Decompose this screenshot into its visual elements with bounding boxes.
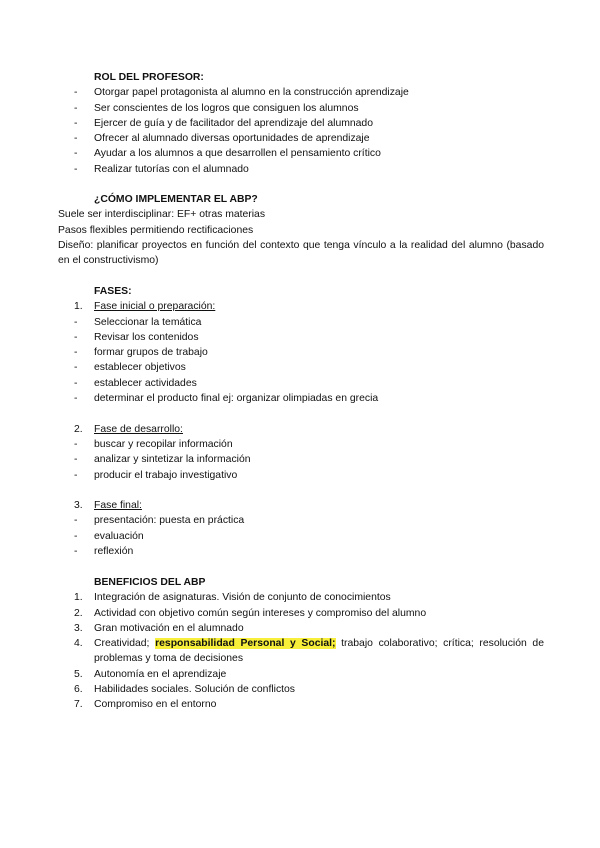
- list-item: - Ser conscientes de los logros que consiguen los alumnos: [74, 102, 359, 114]
- list-item: - producir el trabajo investigativo: [74, 469, 238, 481]
- list-item: - Revisar los contenidos: [74, 331, 199, 343]
- list-item: 2. Actividad con objetivo común según intereses y compromiso del alumno: [74, 607, 427, 619]
- list-item: - Ejercer de guía y de facilitador del aprendizaje del alumnado: [74, 117, 373, 129]
- implementar-heading: ¿CÓMO IMPLEMENTAR EL ABP?: [94, 194, 258, 205]
- list-item: - Ayudar a los alumnos a que desarrollen el pensamiento crítico: [74, 148, 381, 160]
- list-item: - establecer actividades: [74, 377, 197, 389]
- paragraph-line: Suele ser interdisciplinar: EF+ otras materias: [58, 209, 266, 221]
- rol-section: [58, 70, 544, 177]
- list-item: - reflexión: [74, 546, 134, 558]
- fases-section: [58, 284, 544, 559]
- list-item: - Otorgar papel protagonista al alumno en la construcción aprendizaje: [74, 87, 409, 99]
- list-item: 5. Autonomía en el aprendizaje: [74, 668, 227, 680]
- list-item: - analizar y sintetizar la información: [74, 454, 251, 466]
- list-item: - buscar y recopilar información: [74, 438, 233, 450]
- paragraph-line: Pasos flexibles permitiendo rectificaciones: [58, 224, 254, 236]
- highlighted-text: responsabilidad Personal y Social;: [155, 638, 336, 650]
- phase-title: 2. Fase de desarrollo:: [74, 423, 183, 435]
- list-item: 3. Gran motivación en el alumnado: [74, 622, 244, 634]
- list-item: - Seleccionar la temática: [74, 316, 202, 328]
- list-item: - determinar el producto final ej: organizar olimpiadas en grecia: [74, 393, 379, 405]
- list-item: - evaluación: [74, 530, 144, 542]
- phase-title: 3. Fase final:: [74, 500, 142, 512]
- list-item: - Realizar tutorías con el alumnado: [74, 163, 249, 175]
- paragraph-line: Diseño: planificar proyectos en función del contexto que tenga vínculo a la realidad del alumno (basado en el constructivismo): [58, 239, 544, 267]
- list-item: 1. Integración de asignaturas. Visión de conjunto de conocimientos: [74, 592, 391, 604]
- list-item: 6. Habilidades sociales. Solución de conflictos: [74, 684, 295, 696]
- list-item: - establecer objetivos: [74, 362, 186, 374]
- list-item: 4. Creatividad; responsabilidad Personal y Social; trabajo colaborativo; crítica; resolución de problemas y toma de decisiones: [74, 638, 544, 665]
- phase-title: 1. Fase inicial o preparación:: [74, 301, 216, 313]
- fases-heading: FASES:: [94, 286, 132, 297]
- implementar-section: [58, 192, 544, 268]
- list-item: - formar grupos de trabajo: [74, 347, 208, 359]
- beneficios-section: [58, 575, 544, 713]
- list-item: - presentación: puesta en práctica: [74, 515, 245, 527]
- rol-heading: ROL DEL PROFESOR:: [94, 72, 204, 83]
- beneficios-heading: BENEFICIOS DEL ABP: [94, 577, 206, 588]
- list-item: - Ofrecer al alumnado diversas oportunidades de aprendizaje: [74, 133, 370, 145]
- list-item: 7. Compromiso en el entorno: [74, 699, 217, 711]
